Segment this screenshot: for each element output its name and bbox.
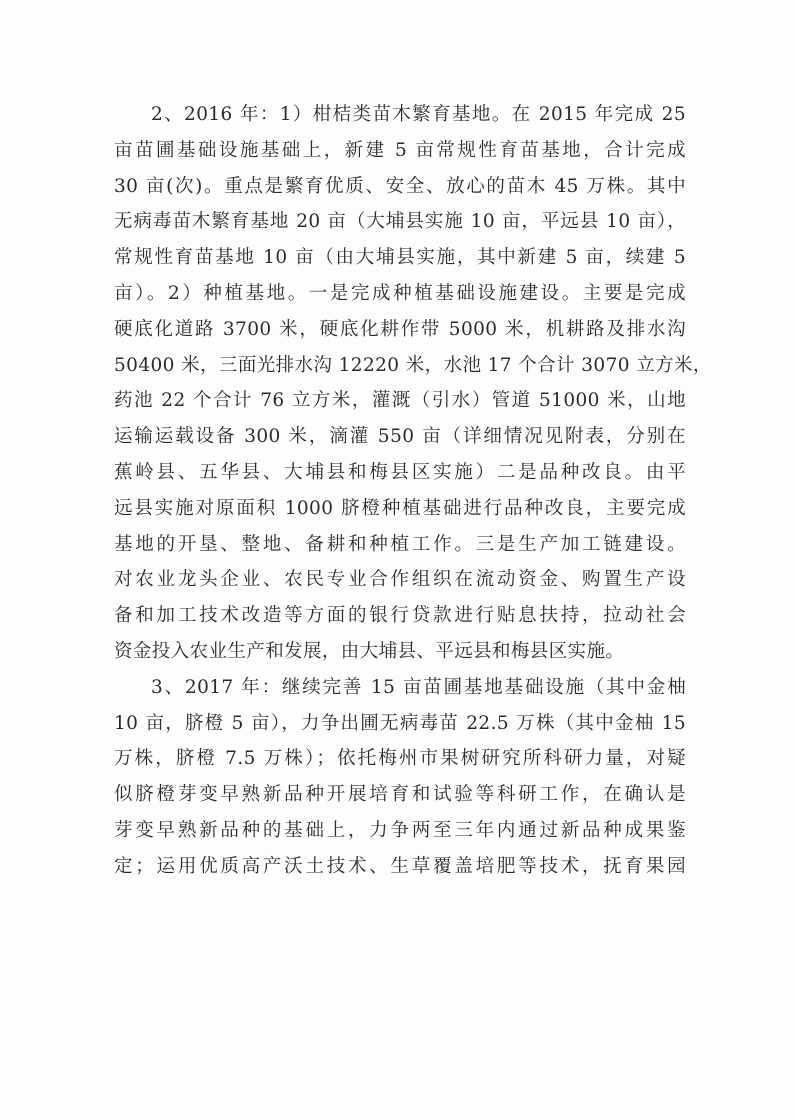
text-line: 万株，脐橙 7.5 万株）；依托梅州市果树研究所科研力量，对疑 <box>114 748 686 770</box>
text-line: 远县实施对原面积 1000 脐橙种植基础进行品种改良，主要完成 <box>114 497 686 519</box>
text-line: 芽变早熟新品种的基础上，力争两至三年内通过新品种成果鉴 <box>114 819 686 841</box>
body-text <box>114 97 712 885</box>
text-line: 基地的开垦、整地、备耕和种植工作。三是生产加工链建设。 <box>114 533 686 555</box>
text-line: 亩）。2）种植基地。一是完成种植基础设施建设。主要是完成 <box>114 282 686 304</box>
text-line: 30 亩(次)。重点是繁育优质、安全、放心的苗木 45 万株。其中 <box>114 175 686 197</box>
text-line: 运输运载设备 300 米，滴灌 550 亩（详细情况见附表，分别在 <box>114 426 686 448</box>
text-line: 硬底化道路 3700 米，硬底化耕作带 5000 米，机耕路及排水沟 <box>114 318 686 340</box>
text-line: 无病毒苗木繁育基地 20 亩（大埔县实施 10 亩，平远县 10 亩）， <box>114 211 686 233</box>
text-line: 蕉岭县、五华县、大埔县和梅县区实施）二是品种改良。由平 <box>114 461 686 483</box>
text-line: 药池 22 个合计 76 立方米，灌溉（引水）管道 51000 米，山地 <box>114 390 686 412</box>
text-line: 10 亩，脐橙 5 亩），力争出圃无病毒苗 22.5 万株（其中金柚 15 <box>114 712 686 734</box>
text-line: 定；运用优质高产沃土技术、生草覆盖培肥等技术，抚育果园 <box>114 855 686 877</box>
text-line: 50400 米，三面光排水沟 12220 米，水池 17 个合计 3070 立方米， <box>114 354 712 376</box>
text-line: 常规性育苗基地 10 亩（由大埔县实施，其中新建 5 亩，续建 5 <box>114 247 686 269</box>
text-line: 似脐橙芽变早熟新品种开展培育和试验等科研工作，在确认是 <box>114 784 686 806</box>
text-line: 资金投入农业生产和发展，由大埔县、平远县和梅县区实施。 <box>114 640 625 662</box>
text-line: 对农业龙头企业、农民专业合作组织在流动资金、购置生产设 <box>114 569 686 591</box>
text-line: 备和加工技术改造等方面的银行贷款进行贴息扶持，拉动社会 <box>114 605 686 627</box>
text-line: 2、2016 年：1）柑桔类苗木繁育基地。在 2015 年完成 25 <box>151 104 686 125</box>
text-line: 亩苗圃基础设施基础上，新建 5 亩常规性育苗基地，合计完成 <box>114 139 686 161</box>
text-line: 3、2017 年：继续完善 15 亩苗圃基地基础设施（其中金柚 <box>151 676 686 698</box>
